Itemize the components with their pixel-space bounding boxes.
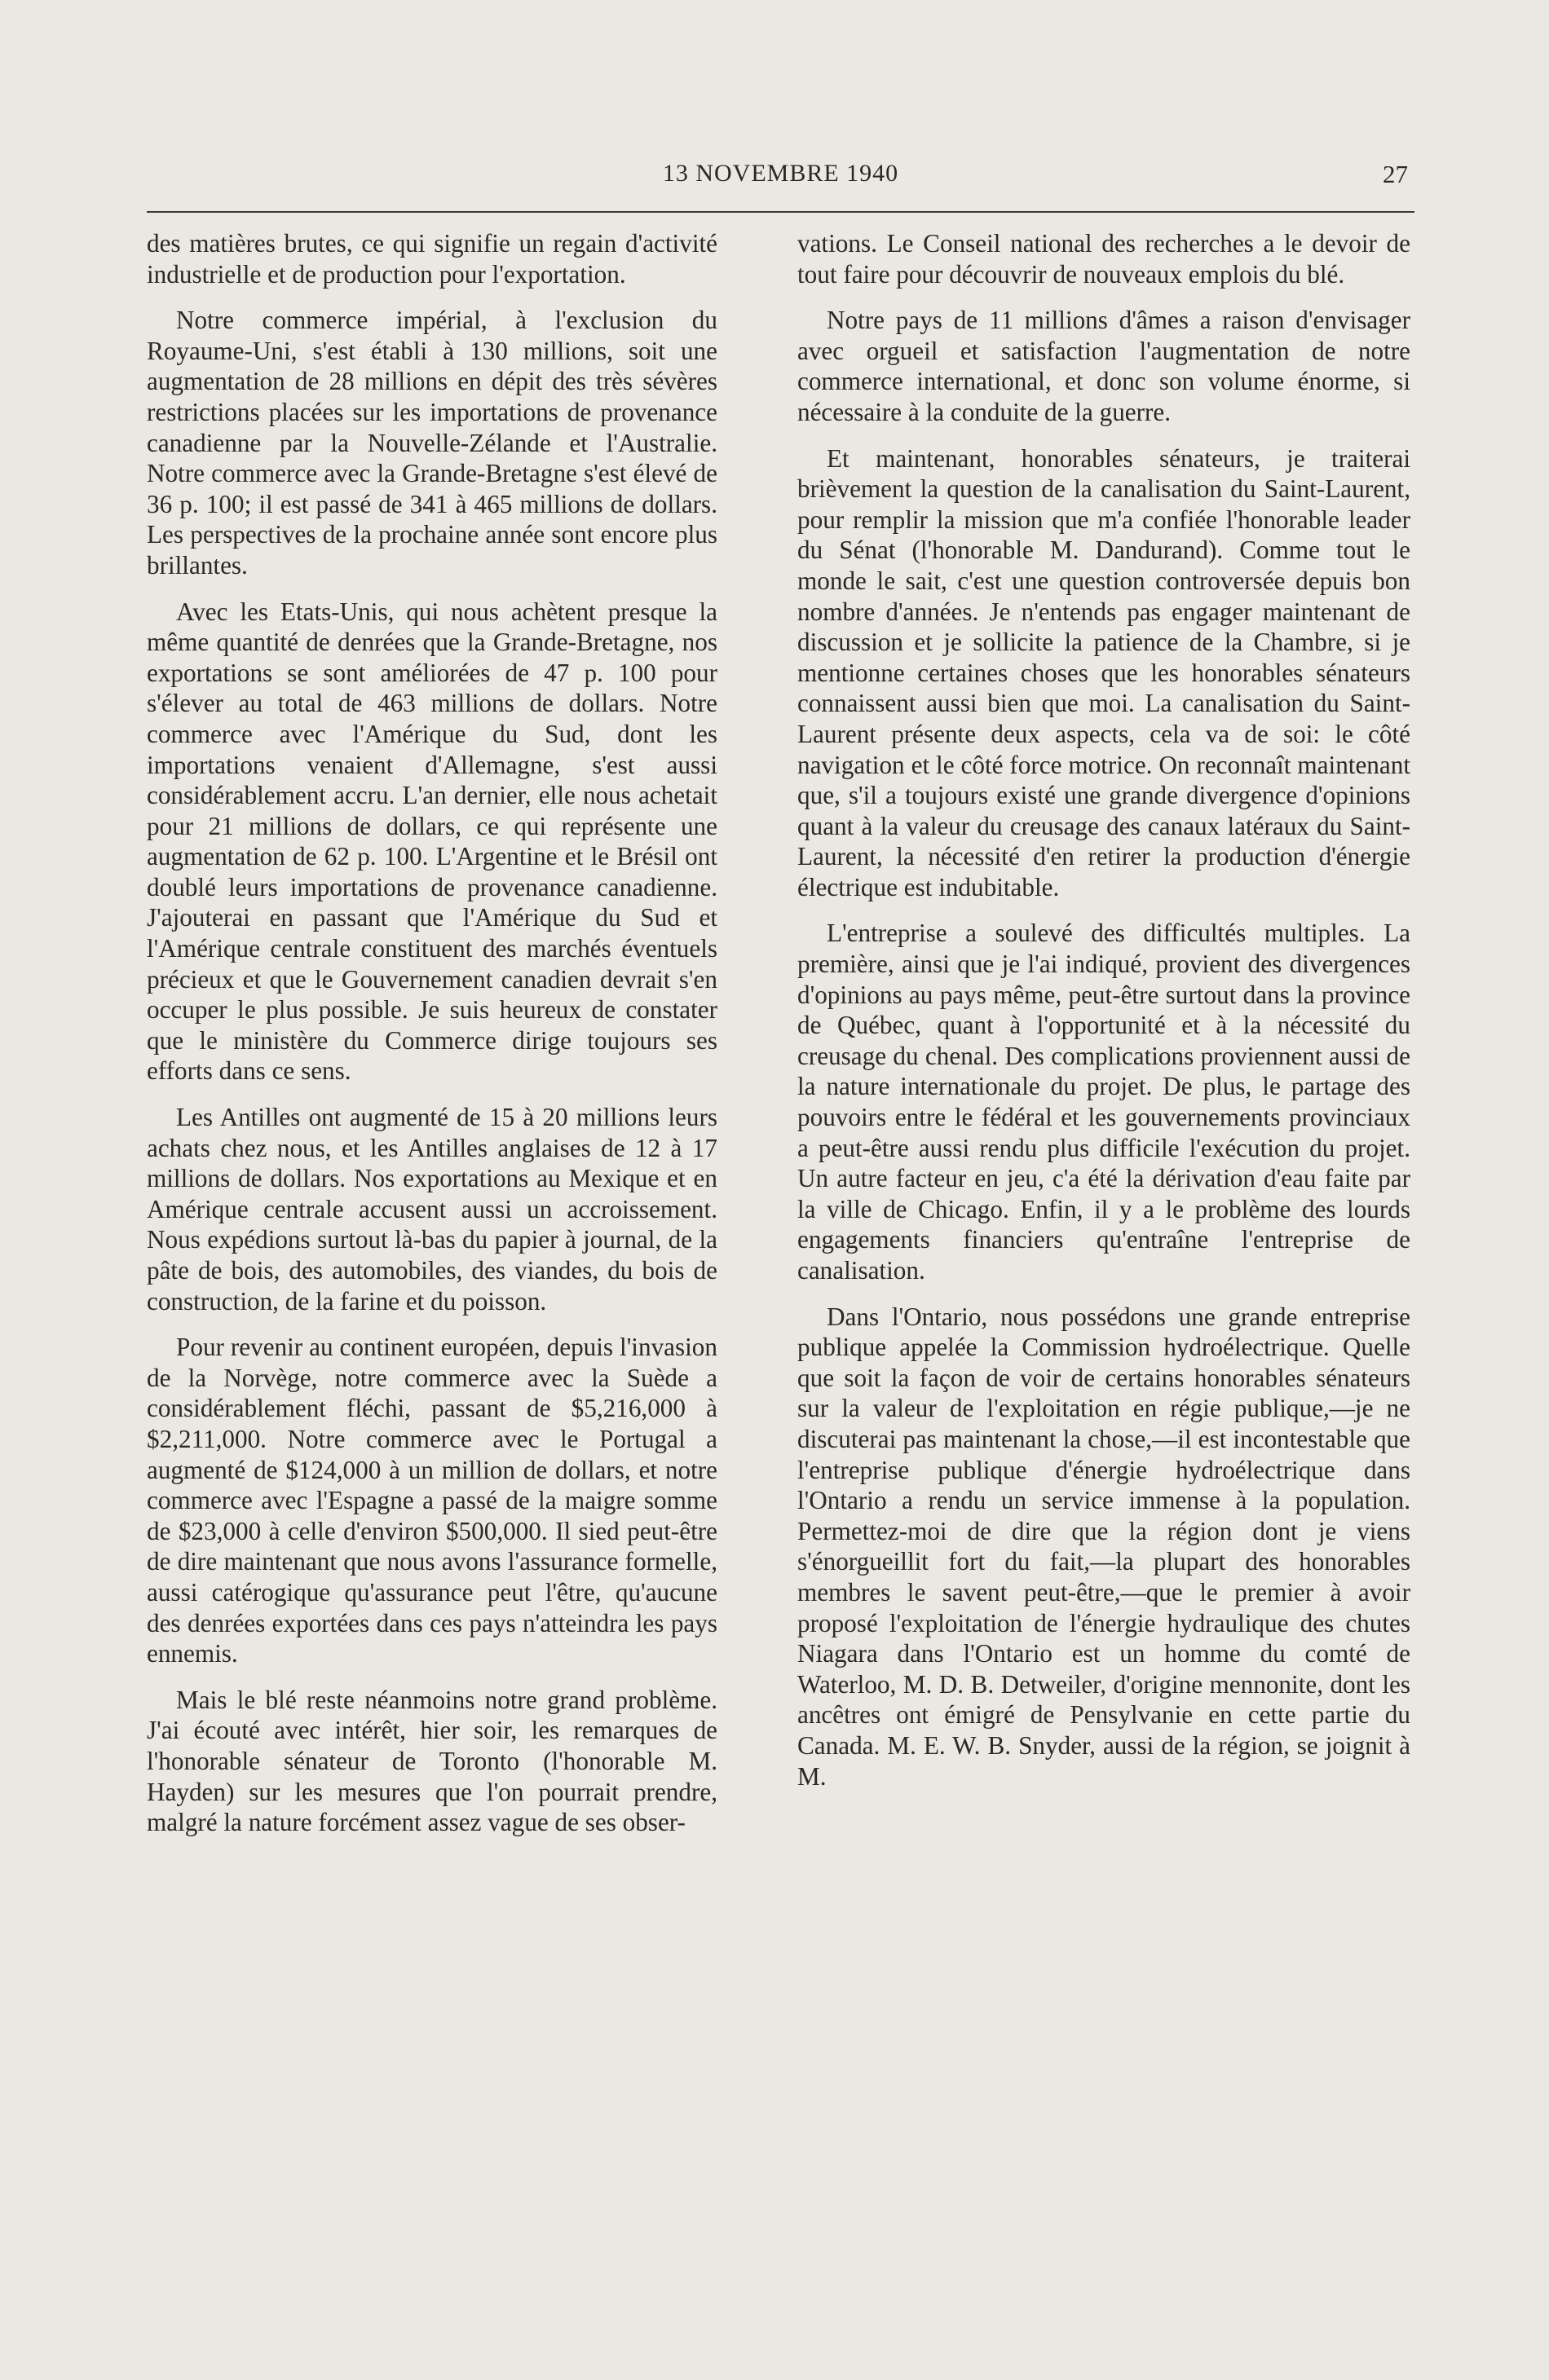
paragraph: vations. Le Conseil national des recherches a le devoir de tout faire pour découvrir de nouveaux emplois du blé. [797,229,1410,289]
running-header [147,160,1414,201]
header-date: 13 NOVEMBRE 1940 [662,160,899,187]
paragraph: des matières brutes, ce qui signifie un regain d'activité industrielle et de production pour l'exportation. [147,229,717,289]
header-rule [147,211,1414,213]
paragraph: L'entreprise a soulevé des difficultés multiples. La première, ainsi que je l'ai indiqué, provient des divergences d'opinions au pays même, peut-être surtout dans la province de Québec, quant à l'opportunité et à la nécessité du creusage du chenal. Des complications proviennent aussi de la nature internationale du projet. De plus, le partage des pouvoirs entre le fédéral et les gouvernements provinciaux a peut-être aussi rendu plus difficile l'exécution du projet. Un autre facteur en jeu, c'a été la dérivation d'eau faite par la ville de Chicago. Enfin, il y a le problème des lourds engagements financiers qu'entraîne l'entreprise de canalisation. [797,919,1410,1285]
page-number: 27 [1383,160,1408,188]
left-column [147,228,717,1853]
paragraph: Dans l'Ontario, nous possédons une grande entreprise publique appelée la Commission hydroélectrique. Quelle que soit la façon de voir de certains honorables sénateurs sur la valeur de l'exploitation en régie publique,—je ne discuterai pas maintenant la chose,—il est incontestable que l'entreprise publique d'énergie hydroélectrique dans l'Ontario a rendu un service immense à la population. Permettez-moi de dire que la région dont je viens s'énorgueillit fort du fait,—la plupart des honorables membres le savent peut-être,—que le premier à avoir proposé l'exploitation de l'énergie hydraulique des chutes Niagara dans l'Ontario est un homme du comté de Waterloo, M. D. B. Detweiler, d'origine mennonite, dont les ancêtres ont émigré de Pensylvanie en cette partie du Canada. M. E. W. B. Snyder, aussi de la région, se joignit à M. [797,1302,1410,1791]
paragraph: Les Antilles ont augmenté de 15 à 20 millions leurs achats chez nous, et les Antilles anglaises de 12 à 17 millions de dollars. Nos exportations au Mexique et en Amérique centrale accusent aussi un accroissement. Nous expédions surtout là-bas du papier à journal, de la pâte de bois, des automobiles, des viandes, du bois de construction, de la farine et du poisson. [147,1103,717,1316]
paragraph: Notre pays de 11 millions d'âmes a raison d'envisager avec orgueil et satisfaction l'augmentation de notre commerce international, et donc son volume énorme, si nécessaire à la conduite de la guerre. [797,306,1410,426]
paragraph: Notre commerce impérial, à l'exclusion du Royaume-Uni, s'est établi à 130 millions, soit une augmentation de 28 millions en dépit des très sévères restrictions placées sur les importations de provenance canadienne par la Nouvelle-Zélande et l'Australie. Notre commerce avec la Grande-Bretagne s'est élevé de 36 p. 100; il est passé de 341 à 465 millions de dollars. Les perspectives de la prochaine année sont encore plus brillantes. [147,306,717,580]
right-column [797,228,1410,1807]
paragraph: Avec les Etats-Unis, qui nous achètent presque la même quantité de denrées que la Grande-Bretagne, nos exportations se sont améliorées de 47 p. 100 pour s'élever au total de 463 millions de dollars. Notre commerce avec l'Amérique du Sud, dont les importations venaient d'Allemagne, s'est aussi considérablement accru. L'an dernier, elle nous achetait pour 21 millions de dollars, ce qui représente une augmentation de 62 p. 100. L'Argentine et le Brésil ont doublé leurs importations de provenance canadienne. J'ajouterai en passant que l'Amérique du Sud et l'Amérique centrale constituent des marchés éventuels précieux et que le Gouvernement canadien devrait s'en occuper le plus possible. Je suis heureux de constater que le ministère du Commerce dirige toujours ses efforts dans ce sens. [147,597,717,1086]
paragraph: Pour revenir au continent européen, depuis l'invasion de la Norvège, notre commerce avec la Suède a considérablement fléchi, passant de $5,216,000 à $2,211,000. Notre commerce avec le Portugal a augmenté de $124,000 à un million de dollars, et notre commerce avec l'Espagne a passé de la maigre somme de $23,000 à celle d'environ $500,000. Il sied peut-être de dire maintenant que nous avons l'assurance formelle, aussi catérogique qu'assurance peut l'être, qu'aucune des denrées exportées dans ces pays n'atteindra les pays ennemis. [147,1333,717,1668]
paragraph: Et maintenant, honorables sénateurs, je traiterai brièvement la question de la canalisation du Saint-Laurent, pour remplir la mission que m'a confiée l'honorable leader du Sénat (l'honorable M. Dandurand). Comme tout le monde le sait, c'est une question controversée depuis bon nombre d'années. Je n'entends pas engager maintenant de discussion et je sollicite la patience de la Chambre, si je mentionne certaines choses que les honorables sénateurs connaissent aussi bien que moi. La canalisation du Saint-Laurent présente deux aspects, cela va de soi: le côté navigation et le côté force motrice. On reconnaît maintenant que, s'il a toujours existé une grande divergence d'opinions quant à la valeur du creusage des canaux latéraux du Saint-Laurent, la nécessité d'en retirer la production d'énergie électrique est indubitable. [797,443,1410,901]
paragraph: Mais le blé reste néanmoins notre grand problème. J'ai écouté avec intérêt, hier soir, les remarques de l'honorable sénateur de Toronto (l'honorable M. Hayden) sur les mesures que l'on pourrait prendre, malgré la nature forcément assez vague de ses obser- [147,1685,717,1837]
